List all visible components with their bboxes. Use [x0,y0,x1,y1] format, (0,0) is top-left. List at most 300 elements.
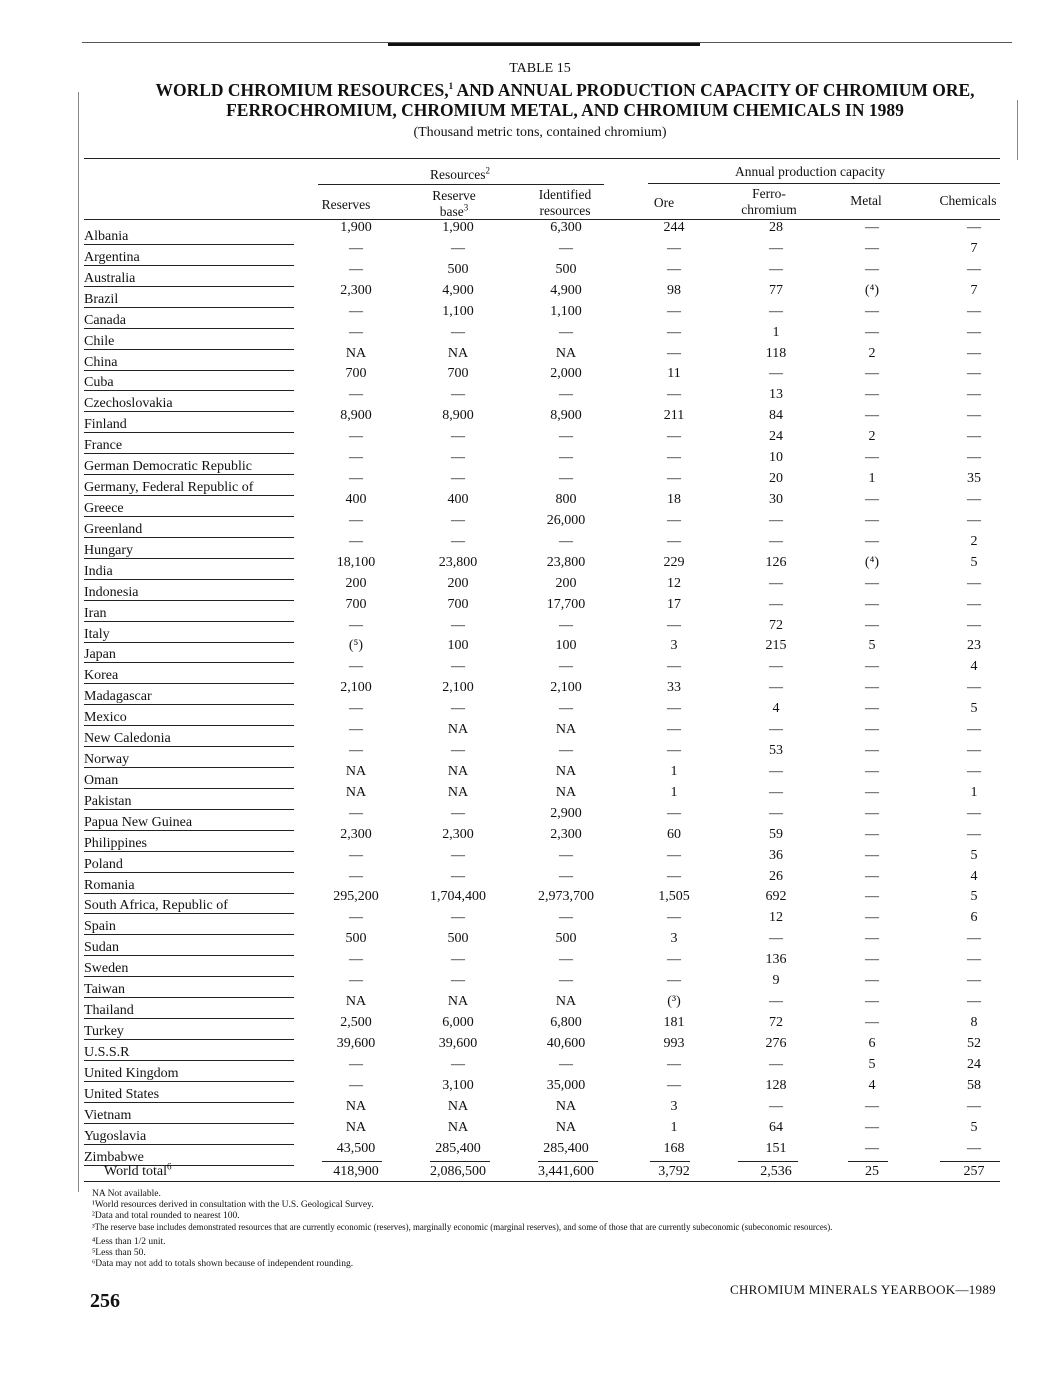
cell-identified-resources: — [559,617,573,633]
cell-reserve-base: 500 [447,931,469,947]
cell-reserve-base: 39,600 [438,1035,478,1051]
cell-ore: 11 [667,366,681,382]
cell-reserves: 2,300 [340,282,372,298]
cell-ferrochromium: 276 [765,1035,787,1051]
cell-ferrochromium: 10 [769,450,783,466]
country-name: Norway [84,752,130,767]
cell-identified-resources: — [559,659,573,675]
running-footer: CHROMIUM MINERALS YEARBOOK—1989 [730,1282,996,1297]
cell-metal: — [865,220,879,235]
cell-reserve-base: 700 [447,596,469,612]
cell-reserve-base: 500 [447,261,469,277]
cell-ore: — [667,743,681,758]
cell-reserves: — [349,303,363,319]
cell-chemicals: 5 [970,889,978,905]
country-underline [84,997,294,998]
cell-identified-resources: — [559,471,573,486]
cell-chemicals: — [967,952,981,968]
cell-reserves: — [349,617,363,633]
cell-identified-resources: — [559,952,573,968]
cell-ferrochromium: 59 [769,826,783,842]
country-underline [84,516,294,517]
cell-reserves: — [349,973,363,989]
cell-metal: — [865,303,879,319]
cell-reserve-base: — [451,450,465,466]
cell-metal: — [865,1140,879,1156]
cell-reserves: NA [345,1119,367,1135]
total-label: World total$^6$ [104,1161,172,1179]
cell-ore: — [667,303,681,319]
cell-reserves: — [349,847,363,863]
cell-ferrochromium: — [769,240,783,256]
capacity-span-line [648,183,1000,184]
title-part-1: WORLD CHROMIUM RESOURCES, [155,80,449,100]
cell-ferrochromium: 126 [765,554,787,570]
cell-chemicals: 7 [970,240,978,256]
country-name: Albania [84,229,129,244]
cell-chemicals: 35 [967,471,981,486]
cell-ore: — [667,261,681,277]
country-underline [84,495,294,496]
cell-metal: 4 [868,1077,876,1093]
cell-identified-resources: 8,900 [550,408,582,424]
cell-ore: 18 [667,492,681,507]
cell-identified-resources: 2,100 [550,680,582,696]
country-name: Chile [84,333,115,349]
cell-chemicals: — [967,743,981,758]
cell-metal: (⁴) [864,282,880,298]
cell-identified-resources: NA [555,784,577,800]
cell-chemicals: — [967,973,981,989]
cell-ore: — [667,533,681,549]
cell-reserve-base: NA [447,763,469,779]
cell-chemicals: — [967,722,981,738]
cell-ferrochromium: 64 [769,1119,783,1135]
country-name: Iran [84,605,107,621]
title-footnote-mark: 1 [448,81,454,92]
cell-metal: — [865,324,879,340]
cell-reserve-base: — [451,701,465,717]
cell-metal: — [865,722,879,738]
country-name: Pakistan [84,793,132,809]
cell-identified-resources: — [559,387,573,403]
header-top-rule [84,158,1000,159]
total-reserves: 418,900 [333,1164,379,1179]
country-name: United States [84,1086,160,1102]
cell-identified-resources: 1,100 [550,303,582,319]
country-underline [84,1102,294,1103]
cell-ferrochromium: 215 [765,638,787,654]
country-name: Spain [84,919,116,935]
cell-metal: 2 [868,429,876,445]
cell-ferrochromium: — [769,994,783,1009]
cell-metal: — [865,826,879,842]
cell-ore: — [667,910,681,926]
header-reserve-base: Reserve base$^3$ [432,188,476,219]
cell-chemicals: — [967,303,981,319]
cell-reserves: — [349,1056,363,1072]
cell-chemicals: 58 [967,1077,981,1093]
cell-ore: — [667,659,681,675]
cell-reserves: NA [345,994,367,1009]
cell-reserves: 39,600 [336,1035,376,1051]
cell-reserves: — [349,324,363,340]
cell-reserves: 43,500 [336,1140,376,1156]
top-thick-rule [388,43,700,46]
country-underline [84,474,294,475]
country-underline [84,307,294,308]
cell-ore: — [667,701,681,717]
cell-chemicals: 24 [967,1056,981,1072]
table-subtitle: (Thousand metric tons, contained chromium) [413,125,667,140]
header-resources: Resources$^2$ [430,165,490,182]
cell-chemicals: — [967,366,981,382]
cell-metal: — [865,847,879,863]
cell-reserves: — [349,533,363,549]
country-underline [84,725,294,726]
cell-ore: 1,505 [658,889,690,905]
cell-reserves: — [349,1077,363,1093]
country-name: Canada [84,312,126,328]
header-ferrochromium: Ferro- chromium [741,186,797,217]
cell-reserves: 2,300 [340,826,372,842]
cell-reserve-base: 700 [447,366,469,382]
cell-identified-resources: 2,300 [550,826,582,842]
cell-identified-resources: — [559,240,573,256]
cell-ore: — [667,1056,681,1072]
cell-reserve-base: — [451,324,465,340]
country-underline [84,704,294,705]
cell-reserve-base: — [451,533,465,549]
cell-chemicals: — [967,220,981,235]
cell-reserve-base: NA [447,994,469,1009]
cell-metal: — [865,889,879,905]
cell-metal: — [865,387,879,403]
cell-identified-resources: — [559,910,573,926]
cell-identified-resources: 500 [555,261,577,277]
country-name: Japan [84,647,116,663]
cell-reserves: 700 [345,596,367,612]
cell-ore: — [667,805,681,821]
cell-identified-resources: NA [555,763,577,779]
country-name: Cuba [84,375,114,391]
cell-identified-resources: — [559,973,573,989]
cell-identified-resources: — [559,324,573,340]
cell-ferrochromium: — [769,763,783,779]
cell-metal: 6 [868,1035,876,1051]
country-underline [84,390,294,391]
country-underline [84,767,294,768]
cell-identified-resources: 23,800 [546,554,586,570]
cell-identified-resources: — [559,847,573,863]
cell-metal: — [865,763,879,779]
cell-ferrochromium: 12 [769,910,783,926]
footnote: ¹World resources derived in consultation with the U.S. Geological Survey. [92,1200,374,1210]
cell-reserve-base: 2,100 [442,680,474,696]
cell-reserves: 700 [345,366,367,382]
cell-metal: — [865,1119,879,1135]
cell-reserve-base: 23,800 [438,554,478,570]
cell-reserve-base: — [451,387,465,403]
cell-reserve-base: 8,900 [442,408,474,424]
cell-reserve-base: 200 [447,575,469,591]
cell-reserves: 500 [345,931,367,947]
country-underline [84,893,294,894]
cell-reserves: 200 [345,575,367,591]
table-number: TABLE 15 [509,61,571,76]
cell-reserves: — [349,471,363,486]
cell-reserves: NA [345,1098,367,1114]
cell-metal: 1 [868,471,876,486]
cell-reserves: — [349,805,363,821]
country-underline [84,1144,294,1145]
cell-ore: — [667,240,681,256]
cell-reserve-base: — [451,512,465,528]
cell-reserve-base: — [451,952,465,968]
cell-reserve-base: — [451,847,465,863]
cell-ferrochromium: 4 [772,701,780,717]
cell-reserve-base: — [451,471,465,486]
country-name: Germany, Federal Republic of [84,480,254,495]
cell-metal: — [865,659,879,675]
total-identified: 3,441,600 [538,1164,594,1179]
cell-chemicals: 52 [967,1035,981,1051]
cell-reserves: — [349,261,363,277]
cell-chemicals: 8 [970,1015,978,1030]
cell-ferrochromium: 30 [769,492,783,507]
cell-reserves: 295,200 [333,889,379,905]
cell-reserve-base: — [451,973,465,989]
cell-ore: — [667,324,681,340]
cell-identified-resources: 800 [555,492,577,507]
cell-metal: — [865,931,879,947]
cell-identified-resources: NA [555,722,577,738]
country-name: New Caledonia [84,731,171,747]
cell-metal: — [865,910,879,926]
cell-ore: 3 [670,638,678,654]
cell-reserves: 8,900 [340,408,372,424]
country-underline [84,1123,294,1124]
cell-metal: — [865,366,879,382]
country-name: Hungary [84,542,133,558]
cell-reserve-base: 400 [447,492,469,507]
cell-reserve-base: 1,704,400 [430,889,486,905]
cell-ferrochromium: — [769,1098,783,1114]
cell-identified-resources: 6,800 [550,1015,582,1030]
cell-reserves: 400 [345,492,367,507]
cell-reserves: 1,900 [340,220,372,235]
cell-chemicals: — [967,1098,981,1114]
country-name: Sweden [84,961,129,977]
cell-metal: — [865,512,879,528]
cell-ferrochromium: — [769,575,783,591]
cell-metal: — [865,1015,879,1030]
country-name: Yugoslavia [84,1128,147,1144]
country-name: Mexico [84,710,127,726]
country-name: Poland [84,856,123,872]
country-underline [84,600,294,601]
cell-ore: — [667,722,681,738]
country-name: Turkey [84,1024,124,1039]
country-underline [84,244,294,245]
total-line-chemicals [940,1161,1000,1162]
cell-reserve-base: 6,000 [442,1015,474,1030]
cell-identified-resources: 17,700 [546,596,586,612]
cell-chemicals: — [967,324,981,340]
cell-ferrochromium: — [769,512,783,528]
country-name: Romania [84,877,135,893]
cell-identified-resources: 6,300 [550,220,582,235]
cell-ferrochromium: 24 [769,429,783,445]
country-name: United Kingdom [84,1065,179,1081]
cell-identified-resources: 26,000 [546,512,586,528]
country-name: Sudan [84,940,119,956]
cell-chemicals: 6 [970,910,978,926]
cell-reserves: (⁵) [348,638,364,654]
country-name: Zimbabwe [84,1149,144,1165]
total-line-reserves [322,1161,382,1162]
cell-ferrochromium: 9 [772,973,780,989]
cell-reserve-base: 4,900 [442,282,474,298]
footnote: ³The reserve base includes demonstrated resources that are currently economic (reserves), marginally economic (marginal reserves), and some of those that are currently subeconomic (subeconomic resources). [92,1222,833,1232]
cell-ore: 181 [663,1015,685,1030]
cell-reserves: — [349,701,363,717]
cell-identified-resources: — [559,701,573,717]
cell-ferrochromium: 136 [765,952,787,968]
cell-metal: 5 [868,638,876,654]
cell-chemicals: — [967,408,981,424]
cell-reserve-base: — [451,240,465,256]
cell-metal: — [865,784,879,800]
cell-ferrochromium: — [769,680,783,696]
cell-reserves: — [349,512,363,528]
cell-chemicals: — [967,596,981,612]
country-underline [84,788,294,789]
cell-identified-resources: — [559,450,573,466]
cell-identified-resources: 35,000 [546,1077,586,1093]
total-line-identified [538,1161,598,1162]
total-line-ferro [738,1161,798,1162]
cell-metal: — [865,596,879,612]
cell-ore: — [667,973,681,989]
cell-reserves: — [349,910,363,926]
cell-ferrochromium: 1 [772,324,780,340]
total-metal: 25 [865,1164,879,1179]
cell-reserve-base: 1,900 [442,220,474,235]
cell-ferrochromium: 118 [765,345,787,361]
cell-reserve-base: — [451,429,465,445]
country-name: Taiwan [84,982,126,998]
country-name: South Africa, Republic of [84,898,228,914]
cell-ore: 244 [663,220,685,235]
cell-metal: — [865,868,879,884]
cell-metal: (⁴) [864,554,880,570]
cell-identified-resources: NA [555,1119,577,1135]
country-underline [84,872,294,873]
cell-reserves: NA [345,784,367,800]
cell-ore: 1 [670,763,678,779]
cell-chemicals: — [967,994,981,1009]
cell-chemicals: 2 [970,533,978,549]
cell-metal: — [865,617,879,633]
cell-reserves: 2,100 [340,680,372,696]
cell-metal: — [865,1098,879,1114]
cell-identified-resources: — [559,1056,573,1072]
total-reserve-base: 2,086,500 [430,1164,486,1179]
cell-metal: — [865,701,879,717]
cell-chemicals: 7 [970,282,978,298]
header-chemicals: Chemicals [939,193,997,208]
cell-ferrochromium: — [769,659,783,675]
country-underline [84,328,294,329]
cell-chemicals: 1 [970,784,978,800]
cell-chemicals: 5 [970,1119,978,1135]
cell-chemicals: — [967,261,981,277]
cell-ferrochromium: — [769,366,783,382]
footnote: NA Not available. [92,1189,161,1199]
cell-reserve-base: NA [447,1098,469,1114]
country-underline [84,1039,294,1040]
cell-ore: — [667,617,681,633]
cell-chemicals: — [967,617,981,633]
cell-reserves: — [349,868,363,884]
cell-ferrochromium: — [769,303,783,319]
cell-metal: — [865,492,879,507]
country-name: Argentina [84,249,140,265]
cell-metal: — [865,952,879,968]
cell-metal: — [865,240,879,256]
header-ore: Ore [653,195,675,210]
cell-ore: 1 [670,784,678,800]
cell-identified-resources: — [559,429,573,445]
cell-ferrochromium: — [769,805,783,821]
country-name: Australia [84,270,136,286]
cell-reserves: NA [345,763,367,779]
cell-metal: — [865,973,879,989]
total-line-metal [848,1161,888,1162]
cell-reserve-base: — [451,1056,465,1072]
cell-ore: — [667,512,681,528]
country-name: China [84,354,118,370]
cell-reserve-base: — [451,743,465,758]
page-number: 256 [90,1290,120,1312]
country-name: U.S.S.R [84,1044,130,1060]
header-metal: Metal [850,193,882,208]
cell-reserve-base: — [451,910,465,926]
cell-chemicals: — [967,345,981,361]
cell-metal: — [865,533,879,549]
cell-chemicals: — [967,826,981,842]
cell-ore: 229 [663,554,685,570]
cell-ferrochromium: 128 [765,1077,787,1093]
cell-metal: — [865,575,879,591]
cell-ferrochromium: 26 [769,868,783,884]
cell-identified-resources: NA [555,994,577,1009]
country-name: Indonesia [84,584,139,600]
cell-identified-resources: 40,600 [546,1035,586,1051]
cell-ore: — [667,471,681,486]
cell-identified-resources: — [559,743,573,758]
cell-identified-resources: 200 [555,575,577,591]
country-underline [84,746,294,747]
cell-ore: 12 [667,575,681,591]
cell-ore: 17 [667,596,681,612]
total-line-reserve-base [430,1161,490,1162]
cell-reserves: 2,500 [340,1015,372,1030]
cell-reserve-base: NA [447,345,469,361]
country-underline [84,579,294,580]
country-name: Papua New Guinea [84,814,193,830]
